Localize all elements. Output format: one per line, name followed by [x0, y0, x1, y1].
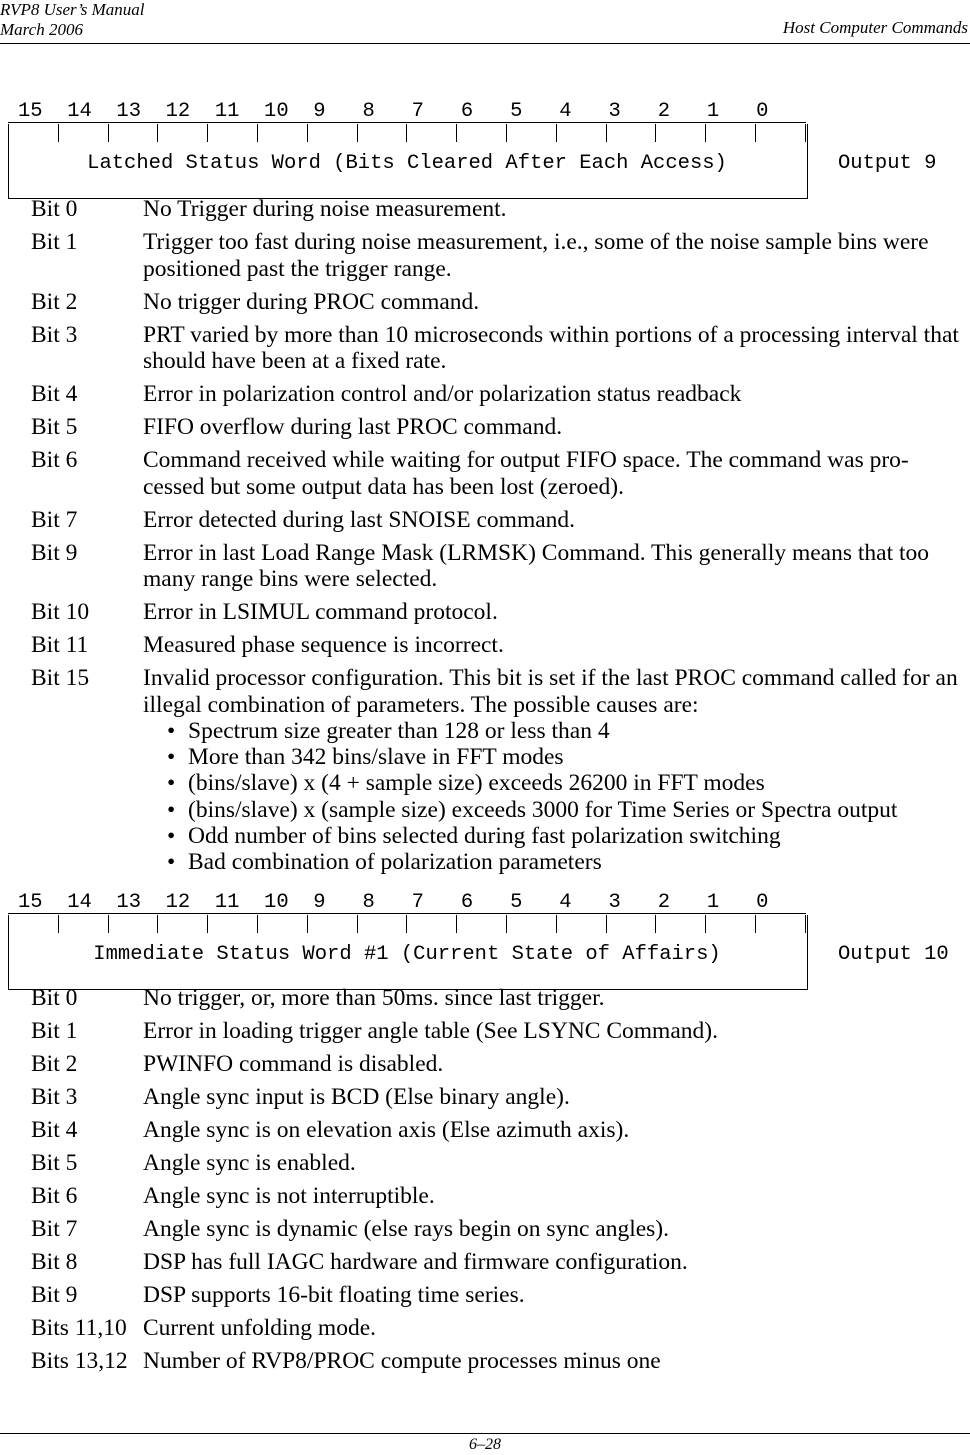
bit-description: Current unfolding mode. — [143, 1315, 377, 1341]
bit-row — [31, 289, 969, 316]
bullet-icon: • — [167, 822, 176, 849]
register-title: Latched Status Word (Bits Cleared After Each Access) — [87, 152, 727, 175]
bit-label: Bit 2 — [31, 288, 78, 315]
bit-row — [31, 540, 969, 593]
bit-label: Bit 9 — [31, 1282, 78, 1308]
bit-row — [31, 1018, 969, 1045]
bit-label: Bit 15 — [31, 665, 90, 691]
cause-text: Bad combination of polarization parameters — [188, 849, 602, 876]
bit-label: Bit 6 — [31, 447, 78, 473]
bit-row — [31, 229, 969, 282]
manual-title: RVP8 User’s Manual — [0, 0, 145, 19]
bit-description: Error in polarization control and/or polarization status readback — [143, 381, 742, 407]
bit-label: Bit 1 — [31, 1018, 78, 1044]
cause-text: (bins/slave) x (sample size) exceeds 3000 for Time Series or Spectra output — [188, 796, 898, 823]
bit-description: Angle sync input is BCD (Else binary angle). — [143, 1084, 570, 1110]
bit-row — [31, 1051, 969, 1078]
bit-row — [31, 632, 969, 659]
bit-label: Bit 10 — [31, 599, 90, 625]
bit-label: Bit 0 — [31, 196, 78, 222]
cause-item — [143, 849, 969, 875]
output-label: Output 9 — [838, 152, 937, 175]
bit-row — [31, 1117, 969, 1144]
bit-number-row: 15 14 13 12 11 10 9 8 7 6 5 4 3 2 1 0 — [18, 891, 769, 914]
bit-label: Bit 5 — [31, 414, 78, 440]
bullet-icon: • — [167, 718, 176, 744]
bit-label: Bit 8 — [31, 1249, 78, 1275]
bit-label: Bit 5 — [31, 1150, 78, 1176]
bit-row — [31, 1216, 969, 1243]
cause-item — [143, 770, 969, 796]
bit-row — [31, 322, 969, 375]
bit-label: Bit 7 — [31, 506, 78, 533]
bit-description: Invalid processor configuration. This bit is set if the last PROC command called for an illegal combination of parameters. The possible causes are: — [143, 665, 958, 718]
bit-description: Measured phase sequence is incorrect. — [143, 632, 504, 658]
bit-description: Number of RVP8/PROC compute processes minus one — [143, 1348, 661, 1374]
bit-description: Angle sync is on elevation axis (Else azimuth axis). — [143, 1117, 630, 1143]
bit-label: Bit 11 — [31, 632, 89, 658]
bit-label: Bits 13,12 — [31, 1348, 128, 1374]
bit-row — [31, 447, 969, 500]
section-title: Host Computer Commands — [782, 18, 968, 37]
cause-text: More than 342 bins/slave in FFT modes — [188, 744, 564, 771]
bit-label: Bit 6 — [31, 1183, 78, 1209]
header-rule — [0, 43, 970, 44]
bit-row — [31, 599, 969, 626]
bullet-icon: • — [167, 849, 176, 876]
bit-label: Bit 7 — [31, 1216, 78, 1242]
bit-description: PWINFO command is disabled. — [143, 1051, 444, 1077]
bit-label: Bit 4 — [31, 1117, 78, 1143]
bit-label: Bit 2 — [31, 1051, 78, 1077]
bit-row — [31, 1348, 969, 1375]
bit-row — [31, 381, 969, 408]
bit-description: No Trigger during noise measurement. — [143, 196, 507, 222]
cause-item — [143, 744, 969, 770]
cause-item — [143, 797, 969, 823]
footer-rule — [0, 1433, 970, 1434]
register-title: Immediate Status Word #1 (Current State of Affairs) — [93, 943, 721, 966]
bit-description: Angle sync is enabled. — [143, 1150, 356, 1176]
bit-row — [31, 1249, 969, 1276]
bit-description: DSP has full IAGC hardware and firmware configuration. — [143, 1249, 688, 1275]
cause-text: Odd number of bins selected during fast polarization switching — [188, 822, 781, 849]
bit-description: PRT varied by more than 10 microseconds within portions of a processing interval that should have been at a fixed rate. — [143, 321, 959, 374]
bit-description: Error in loading trigger angle table (See LSYNC Command). — [143, 1018, 718, 1044]
bit-row — [31, 665, 969, 875]
bit-label: Bits 11,10 — [31, 1315, 127, 1341]
bit-list-output10 — [31, 985, 969, 1381]
bit-label: Bit 3 — [31, 321, 78, 348]
bit-description: FIFO overflow during last PROC command. — [143, 414, 563, 440]
bit-row — [31, 1315, 969, 1342]
bullet-icon: • — [167, 796, 176, 823]
bit-label: Bit 1 — [31, 229, 78, 255]
cause-item — [143, 718, 969, 744]
cause-text: (bins/slave) x (4 + sample size) exceeds 26200 in FFT modes — [188, 770, 765, 797]
bit-description: DSP supports 16-bit floating time series. — [143, 1282, 525, 1308]
bit-row — [31, 1282, 969, 1309]
bullet-icon: • — [167, 770, 176, 797]
bit-description: Error detected during last SNOISE command. — [143, 506, 576, 533]
cause-list — [143, 718, 969, 875]
header-left — [0, 0, 145, 40]
bit-label: Bit 3 — [31, 1084, 78, 1110]
bit-label: Bit 4 — [31, 381, 78, 407]
bit-description: No trigger, or, more than 50ms. since last trigger. — [143, 985, 605, 1011]
bit-label: Bit 9 — [31, 539, 78, 566]
bit-description: Trigger too fast during noise measurement, i.e., some of the noise sample bins were positioned past the trigger range. — [143, 229, 929, 282]
bit-row — [31, 507, 969, 534]
bit-row — [31, 985, 969, 1012]
bit-row — [31, 1150, 969, 1177]
bit-description: Angle sync is not interruptible. — [143, 1183, 435, 1209]
manual-date: March 2006 — [0, 20, 83, 39]
output-label: Output 10 — [838, 943, 949, 966]
bit-row — [31, 414, 969, 441]
bit-description: Command received while waiting for output FIFO space. The command was pro- cessed but some output data has been lost (zeroed). — [143, 447, 909, 500]
cause-text: Spectrum size greater than 128 or less than 4 — [188, 718, 610, 744]
bit-row — [31, 1183, 969, 1210]
bit-description: Error in last Load Range Mask (LRMSK) Command. This generally means that too many range bins were selected. — [143, 539, 930, 592]
bit-list-output9 — [31, 196, 969, 882]
bit-label: Bit 0 — [31, 985, 78, 1011]
bit-row — [31, 196, 969, 223]
bit-description: No trigger during PROC command. — [143, 288, 480, 315]
cause-item — [143, 823, 969, 849]
bit-number-row: 15 14 13 12 11 10 9 8 7 6 5 4 3 2 1 0 — [18, 100, 769, 123]
bit-row — [31, 1084, 969, 1111]
page-number: 6–28 — [469, 1436, 501, 1453]
bit-description: Angle sync is dynamic (else rays begin on sync angles). — [143, 1216, 670, 1242]
bit-description: Error in LSIMUL command protocol. — [143, 599, 498, 625]
bullet-icon: • — [167, 744, 176, 771]
